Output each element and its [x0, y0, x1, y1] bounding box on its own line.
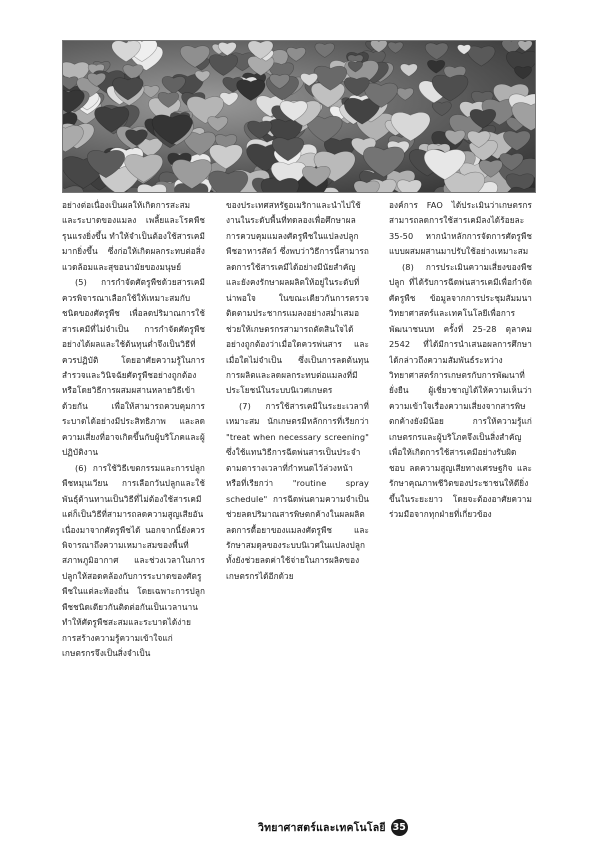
leaf-shape [400, 64, 417, 77]
paragraph: (7) การใช้สารเคมีในระยะเวลาที่เหมาะสม นักเกษตรมีหลักการที่เรียกว่า "treat when necessary screening" ซึ่งใช้แทนวิธีการฉีดพ่นสารเป็นประจำตามตารางเวลาที่กำหนดไว้ล่วงหน้า หรือที่เรียกว่า "routine spray schedule" การฉีดพ่นตามความจำเป็นช่วยลดปริมาณสารพิษตกค้างในผลผลิต ลดการดื้อยาของแมลงศัตรูพืช และรักษาสมดุลของระบบนิเวศในแปลงปลูก ทั้งยังช่วยลดค่าใช้จ่ายในการผลิตของเกษตรกรได้อีกด้วย [226, 400, 369, 581]
text-column-2 [226, 198, 369, 810]
plant-leaves-image [63, 41, 535, 192]
leaf-shape [143, 86, 160, 98]
text-column-1 [62, 198, 205, 810]
leaf-shape [427, 60, 444, 73]
leaf-shape [397, 88, 414, 100]
leaf-shape [370, 41, 387, 52]
text-column-3 [389, 198, 532, 810]
leaf-shape [388, 42, 403, 53]
page-footer [258, 817, 408, 837]
leaf-shape [514, 67, 531, 80]
leaf-shape [432, 102, 451, 116]
paragraph: (8) การประเมินความเสี่ยงของพืชปลูก ที่ได้รับการฉีดพ่นสารเคมีเพื่อกำจัดศัตรูพืช ข้อมูลจากการประชุมสัมมนาวิทยาศาสตร์และเทคโนโลยีเพื่อการพัฒนาชนบท ครั้งที่ 25-28 ตุลาคม 2542 ที่ได้มีการนำเสนอผลการศึกษา ได้กล่าวถึงความสัมพันธ์ระหว่างวิทยาศาสตร์การเกษตรกับการพัฒนาที่ยั่งยืน ผู้เชี่ยวชาญได้ให้ความเห็นว่าความเข้าใจเรื่องความเสี่ยงจากสารพิษตกค้างยังมีน้อย การให้ความรู้แก่เกษตรกรและผู้บริโภคจึงเป็นสิ่งสำคัญ เพื่อให้เกิดการใช้สารเคมีอย่างรับผิดชอบ ลดความสูญเสียทางเศรษฐกิจ และรักษาคุณภาพชีวิตของประชาชนให้ดียิ่งขึ้นในระยะยาว โดยจะต้องอาศัยความร่วมมือจากทุกฝ่ายที่เกี่ยวข้อง [389, 261, 532, 520]
leaf-shape [209, 171, 248, 192]
leaf-shape [63, 125, 83, 151]
leaf-shape [208, 117, 228, 132]
paragraph: องค์การ FAO ได้ประเมินว่าเกษตรกรสามารถลดการใช้สารเคมีลงได้ร้อยละ 35-50 หากนำหลักการจัดการศัตรูพืชแบบผสมผสานมาปรับใช้อย่างเหมาะสม [389, 200, 532, 257]
paragraph: อย่างต่อเนื่องเป็นผลให้เกิดการสะสมและระบาดของแมลง เพลี้ยและโรคพืชรุนแรงยิ่งขึ้น ทำให้จำเป็นต้องใช้สารเคมีมากยิ่งขึ้น ซึ่งก่อให้เกิดผลกระทบต่อสิ่งแวดล้อมและสุขอนามัยของมนุษย์ [62, 200, 205, 272]
leaf-shape [354, 181, 380, 192]
field-photo [62, 40, 536, 193]
leaf-shape [397, 180, 421, 192]
paragraph: (5) การกำจัดศัตรูพืชด้วยสารเคมีควรพิจารณาเลือกใช้ให้เหมาะสมกับชนิดของศัตรูพืช เพื่อลดปริมาณการใช้สารเคมีที่ไม่จำเป็น การกำจัดศัตรูพืชอย่างได้ผลและใช้ต้นทุนต่ำจึงเป็นวิธีที่ควรปฏิบัติ โดยอาศัยความรู้ในการสำรวจและวินิจฉัยศัตรูพืชอย่างถูกต้อง หรือโดยวิธีการผสมผสานหลายวิธีเข้าด้วยกัน เพื่อให้สามารถควบคุมการระบาดได้อย่างมีประสิทธิภาพ และลดความเสี่ยงที่อาจเกิดขึ้นกับผู้บริโภคและผู้ปฏิบัติงาน [62, 277, 205, 458]
footer-title: วิทยาศาสตร์และเทคโนโลยี [258, 821, 386, 834]
leaf-shape [137, 184, 166, 192]
leaf-shape [518, 41, 532, 51]
leaf-shape [209, 55, 238, 76]
paragraph: ของประเทศสหรัฐอเมริกาและนำไปใช้งานในระดับพื้นที่ทดลองเพื่อศึกษาผลการควบคุมแมลงศัตรูพืชในแปลงปลูกพืชอาหารสัตว์ ซึ่งพบว่าวิธีการนี้สามารถลดการใช้สารเคมีได้อย่างมีนัยสำคัญ และยังคงรักษาผลผลิตให้อยู่ในระดับที่น่าพอใจ ในขณะเดียวกันการตรวจติดตามประชากรแมลงอย่างสม่ำเสมอช่วยให้เกษตรกรสามารถตัดสินใจได้อย่างถูกต้องว่าเมื่อใดควรพ่นสาร และเมื่อใดไม่จำเป็น ซึ่งเป็นการลดต้นทุนการผลิตและลดผลกระทบต่อแมลงที่มีประโยชน์ในระบบนิเวศเกษตร [226, 200, 369, 396]
leaf-shape [315, 43, 335, 57]
leaf-shape [287, 47, 306, 61]
leaf-shape [425, 43, 448, 60]
leaf-shape [468, 46, 495, 66]
paragraph: (6) การใช้วิธีเขตกรรมและการปลูกพืชหมุนเวียน การเลือกวันปลูกและใช้พันธุ์ต้านทานเป็นวิธีที่ไม่ต้องใช้สารเคมี แต่ก็เป็นวิธีที่สามารถลดความสูญเสียอันเนื่องมาจากศัตรูพืชได้ นอกจากนี้ยังควรพิจารณาถึงความเหมาะสมของพื้นที่ สภาพภูมิอากาศ และช่วงเวลาในการปลูกให้สอดคล้องกับการระบาดของศัตรูพืชในแต่ละท้องถิ่น โดยเฉพาะการปลูกพืชชนิดเดียวกันติดต่อกันเป็นเวลานาน ทำให้ศัตรูพืชสะสมและระบาดได้ง่าย การสร้างความรู้ความเข้าใจแก่เกษตรกรจึงเป็นสิ่งจำเป็น [62, 462, 205, 659]
page-number: 35 [391, 819, 408, 836]
